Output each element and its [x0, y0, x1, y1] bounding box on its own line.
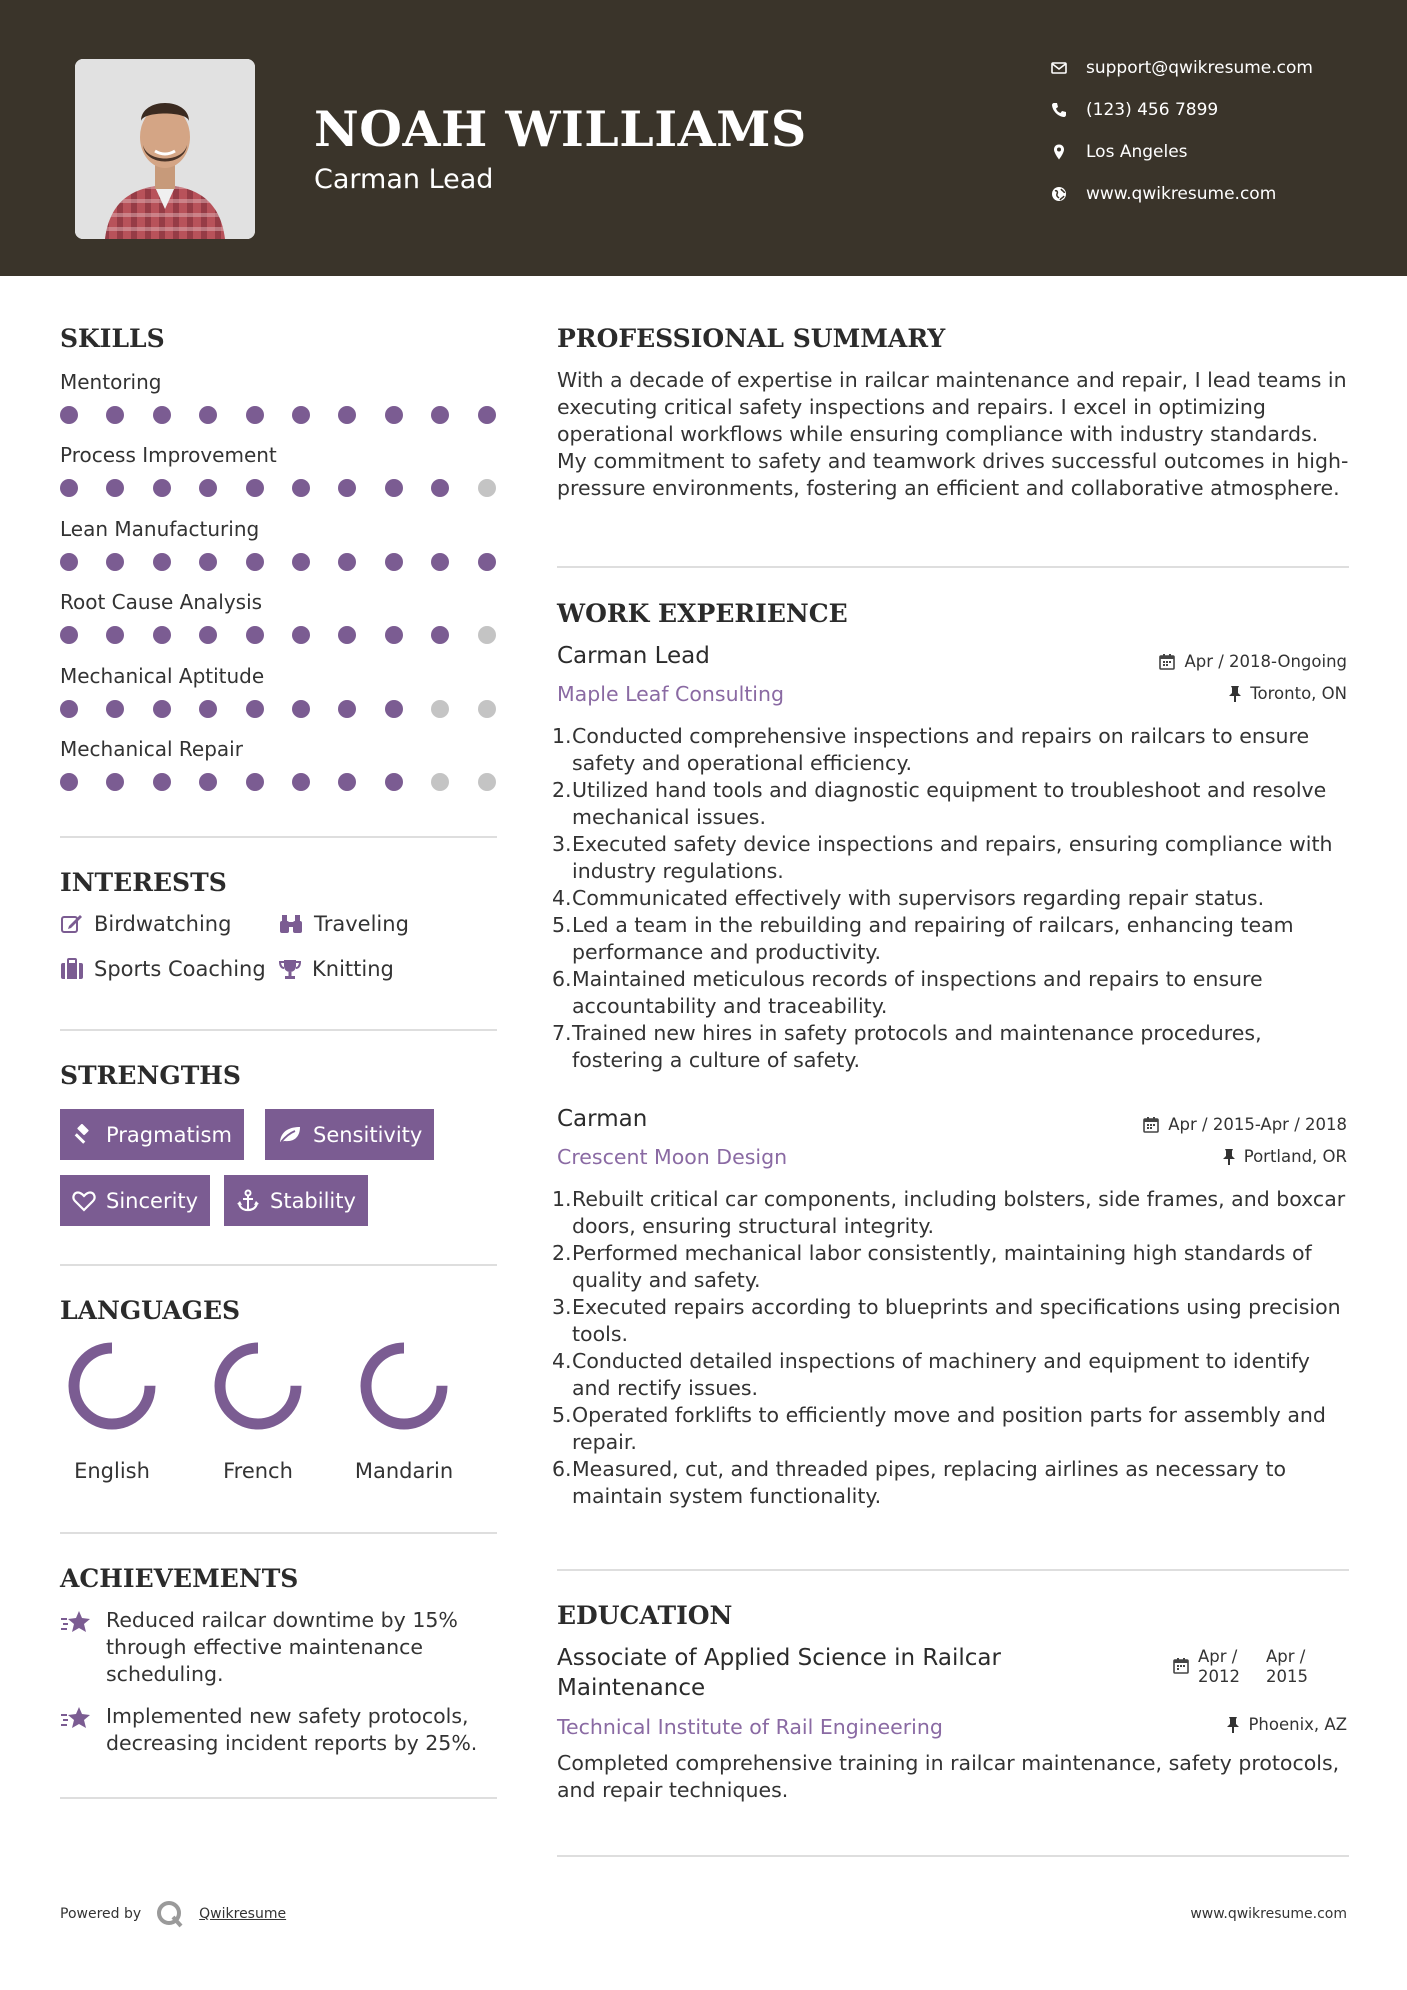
job-location	[1222, 1147, 1347, 1166]
rating-dot-filled	[153, 406, 171, 424]
bullet-number: 2.	[552, 1241, 572, 1265]
job-bullet-item	[552, 831, 1352, 885]
skill-label: Mechanical Aptitude	[60, 663, 265, 688]
job-bullet-item	[552, 1240, 1352, 1294]
contact-website-text: www.qwikresume.com	[1086, 184, 1277, 204]
education-start-year: 2012	[1198, 1667, 1240, 1686]
job-bullet-item	[552, 1402, 1352, 1456]
globe-icon	[1050, 185, 1068, 203]
star-icon	[60, 1609, 92, 1635]
job-dates-text: Apr / 2018-Ongoing	[1184, 652, 1347, 671]
achievement-item	[60, 1607, 500, 1688]
rating-dot-filled	[153, 700, 171, 718]
job-dates	[1142, 1115, 1347, 1134]
bullet-text: Trained new hires in safety protocols and maintenance procedures, fostering a culture of safety.	[572, 1021, 1262, 1072]
binoculars-icon	[278, 913, 304, 935]
footer-powered-by	[60, 1899, 286, 1929]
job-location-text: Portland, OR	[1243, 1147, 1347, 1166]
interest-label: Birdwatching	[94, 912, 232, 936]
rating-dot-filled	[106, 700, 124, 718]
interest-item	[278, 912, 409, 936]
rating-dot-filled	[106, 626, 124, 644]
company-name: Maple Leaf Consulting	[557, 682, 785, 706]
trophy-icon	[278, 958, 302, 980]
education-location	[1226, 1715, 1347, 1734]
rating-dot-filled	[246, 700, 264, 718]
job-bullet-item	[552, 723, 1352, 777]
footer-website[interactable]: www.qwikresume.com	[1190, 1906, 1347, 1922]
job-bullet-item	[552, 1294, 1352, 1348]
rating-dot-filled	[153, 773, 171, 791]
job-location	[1228, 684, 1347, 703]
skill-rating	[60, 773, 500, 791]
rating-dot-filled	[385, 626, 403, 644]
contact-location	[1050, 142, 1188, 162]
rating-dot-filled	[431, 553, 449, 571]
language-level-arc	[220, 1348, 296, 1424]
strength-tag	[224, 1175, 368, 1226]
divider	[557, 1569, 1349, 1571]
rating-dot-filled	[385, 700, 403, 718]
experience-heading: WORK EXPERIENCE	[557, 599, 848, 628]
rating-dot-filled	[60, 553, 78, 571]
divider	[557, 566, 1349, 568]
bullet-text: Rebuilt critical car components, including bolsters, side frames, and boxcar doors, ensuring structural integrity.	[572, 1187, 1346, 1238]
qwikresume-link[interactable]: Qwikresume	[199, 1906, 287, 1922]
contact-email[interactable]	[1050, 58, 1313, 78]
education-end-year: 2015	[1266, 1667, 1308, 1686]
rating-dot-filled	[153, 479, 171, 497]
skill-rating	[60, 700, 500, 718]
language-label: English	[74, 1459, 150, 1483]
contact-email-text: support@qwikresume.com	[1086, 58, 1313, 78]
language-label: French	[223, 1459, 293, 1483]
rating-dot-filled	[246, 773, 264, 791]
calendar-icon	[1142, 1116, 1160, 1134]
job-bullet-item	[552, 885, 1352, 912]
divider	[60, 836, 497, 838]
rating-dot-empty	[478, 773, 496, 791]
job-bullet-item	[552, 1020, 1352, 1074]
contact-website[interactable]	[1050, 184, 1276, 204]
job-bullet-item	[552, 1186, 1352, 1240]
phone-icon	[1050, 101, 1068, 119]
bullet-text: Utilized hand tools and diagnostic equipment to troubleshoot and resolve mechanical issues.	[572, 778, 1327, 829]
education-start	[1198, 1647, 1258, 1687]
calendar-icon	[1172, 1657, 1190, 1675]
skill-label: Mentoring	[60, 370, 162, 394]
rating-dot-filled	[338, 406, 356, 424]
rating-dot-filled	[478, 406, 496, 424]
education-heading: EDUCATION	[557, 1601, 733, 1630]
interest-label: Traveling	[314, 912, 409, 936]
contact-phone-text: (123) 456 7899	[1086, 100, 1219, 120]
leaf-icon	[277, 1124, 303, 1146]
bullet-number: 5.	[552, 913, 572, 937]
rating-dot-filled	[199, 479, 217, 497]
bullet-number: 7.	[552, 1021, 572, 1045]
rating-dot-filled	[199, 406, 217, 424]
pushpin-icon	[1228, 685, 1242, 703]
job-dates	[1158, 652, 1347, 671]
rating-dot-filled	[199, 700, 217, 718]
job-bullet-item	[552, 1456, 1352, 1510]
calendar-icon	[1158, 653, 1176, 671]
skill-label: Lean Manufacturing	[60, 516, 260, 541]
rating-dot-filled	[199, 626, 217, 644]
education-end	[1266, 1647, 1308, 1687]
achievement-text: Reduced railcar downtime by 15% through effective maintenance scheduling.	[106, 1608, 458, 1686]
rating-dot-filled	[478, 553, 496, 571]
job-bullet-item	[552, 1348, 1352, 1402]
rating-dot-filled	[246, 479, 264, 497]
degree-title-line2: Maintenance	[557, 1675, 706, 1701]
strength-tag	[60, 1175, 210, 1226]
bullet-number: 5.	[552, 1403, 572, 1427]
rating-dot-filled	[338, 700, 356, 718]
bullet-number: 6.	[552, 1457, 572, 1481]
bullet-text: Executed repairs according to blueprints and specifications using precision tools.	[572, 1295, 1341, 1346]
interest-item	[60, 912, 231, 936]
rating-dot-filled	[153, 553, 171, 571]
rating-dot-empty	[478, 626, 496, 644]
education-start-month: Apr /	[1198, 1647, 1238, 1666]
rating-dot-filled	[385, 479, 403, 497]
rating-dot-filled	[106, 479, 124, 497]
job-location-text: Toronto, ON	[1250, 684, 1347, 703]
interest-label: Sports Coaching	[94, 957, 266, 981]
strength-label: Sincerity	[106, 1188, 199, 1213]
rating-dot-filled	[292, 406, 310, 424]
education-location-text: Phoenix, AZ	[1248, 1715, 1347, 1734]
rating-dot-filled	[431, 626, 449, 644]
language-level-ring	[50, 1342, 174, 1434]
summary-text: With a decade of expertise in railcar maintenance and repair, I lead teams in executing critical safety inspections and repairs. I excel in optimizing operational workflows while ensuring compliance with industry standards. My commitment to safety and teamwork drives successful outcomes in high-pressure environments, fostering an efficient and collaborative atmosphere.	[557, 368, 1349, 500]
contact-location-text: Los Angeles	[1086, 142, 1188, 162]
skill-rating	[60, 626, 500, 644]
language-label: Mandarin	[354, 1459, 454, 1483]
divider	[557, 1855, 1349, 1857]
bullet-text: Communicated effectively with supervisors regarding repair status.	[572, 886, 1265, 910]
rating-dot-filled	[292, 553, 310, 571]
rating-dot-empty	[431, 773, 449, 791]
rating-dot-filled	[292, 773, 310, 791]
bullet-number: 4.	[552, 886, 572, 910]
rating-dot-filled	[153, 626, 171, 644]
job-bullet-item	[552, 777, 1352, 831]
pushpin-icon	[1226, 1716, 1240, 1734]
summary-heading: PROFESSIONAL SUMMARY	[557, 324, 946, 353]
bullet-text: Executed safety device inspections and repairs, ensuring compliance with industry regulations.	[572, 832, 1333, 883]
job-bullet-item	[552, 912, 1352, 966]
divider	[60, 1797, 497, 1799]
rating-dot-filled	[60, 626, 78, 644]
achievement-text: Implemented new safety protocols, decreasing incident reports by 25%.	[106, 1704, 478, 1755]
rating-dot-filled	[60, 773, 78, 791]
rating-dot-filled	[338, 773, 356, 791]
language-level-arc	[366, 1348, 442, 1424]
resume-header	[0, 0, 1407, 276]
school-name: Technical Institute of Rail Engineering	[557, 1715, 943, 1739]
interest-label: Knitting	[312, 957, 394, 981]
rating-dot-empty	[431, 700, 449, 718]
degree-title-line1: Associate of Applied Science in Railcar	[557, 1645, 1001, 1671]
rating-dot-filled	[60, 479, 78, 497]
interest-item	[278, 957, 394, 981]
rating-dot-filled	[385, 406, 403, 424]
skill-rating	[60, 406, 500, 424]
rating-dot-filled	[106, 406, 124, 424]
bullet-text: Conducted comprehensive inspections and repairs on railcars to ensure safety and operational efficiency.	[572, 724, 1310, 775]
candidate-name: NOAH WILLIAMS	[314, 100, 807, 158]
rating-dot-filled	[60, 700, 78, 718]
bullet-number: 2.	[552, 778, 572, 802]
interest-item	[60, 957, 266, 981]
job-title: Carman Lead	[557, 643, 710, 669]
bullet-number: 4.	[552, 1349, 572, 1373]
education-description: Completed comprehensive training in railcar maintenance, safety protocols, and repair techniques.	[557, 1751, 1340, 1802]
bullet-number: 3.	[552, 832, 572, 856]
bullet-text: Performed mechanical labor consistently, maintaining high standards of quality and safety.	[572, 1241, 1312, 1292]
rating-dot-filled	[292, 626, 310, 644]
skill-label: Root Cause Analysis	[60, 590, 263, 615]
skill-rating	[60, 553, 500, 571]
rating-dot-filled	[199, 773, 217, 791]
job-bullets	[552, 1186, 1352, 1510]
rating-dot-filled	[431, 406, 449, 424]
bullet-text: Maintained meticulous records of inspections and repairs to ensure accountability and traceability.	[572, 967, 1263, 1018]
rating-dot-filled	[199, 553, 217, 571]
star-icon	[60, 1705, 92, 1731]
achievements-heading: ACHIEVEMENTS	[60, 1564, 299, 1593]
contact-phone[interactable]	[1050, 100, 1218, 120]
interests-heading: INTERESTS	[60, 868, 227, 897]
rating-dot-filled	[338, 553, 356, 571]
map-pin-icon	[1050, 143, 1068, 161]
rating-dot-filled	[292, 700, 310, 718]
rating-dot-filled	[292, 479, 310, 497]
strength-label: Stability	[270, 1188, 356, 1213]
rating-dot-filled	[385, 773, 403, 791]
candidate-title: Carman Lead	[314, 164, 494, 195]
language-level-ring	[342, 1342, 466, 1434]
rating-dot-filled	[338, 626, 356, 644]
rating-dot-empty	[478, 700, 496, 718]
achievement-item	[60, 1703, 500, 1757]
bullet-number: 1.	[552, 724, 572, 748]
envelope-icon	[1050, 59, 1068, 77]
education-end-month: Apr /	[1266, 1647, 1306, 1666]
skill-label: Process Improvement	[60, 443, 277, 468]
education-dates	[1172, 1647, 1308, 1687]
rating-dot-filled	[338, 479, 356, 497]
bullet-number: 3.	[552, 1295, 572, 1319]
rating-dot-empty	[478, 479, 496, 497]
rating-dot-filled	[431, 479, 449, 497]
bullet-number: 1.	[552, 1187, 572, 1211]
rating-dot-filled	[246, 553, 264, 571]
language-level-ring	[196, 1342, 320, 1434]
job-title: Carman	[557, 1106, 648, 1132]
rating-dot-filled	[106, 773, 124, 791]
divider	[60, 1532, 497, 1534]
language-level-arc	[74, 1348, 150, 1424]
anchor-icon	[236, 1189, 260, 1213]
skills-heading: SKILLS	[60, 324, 165, 353]
rating-dot-filled	[246, 406, 264, 424]
strength-label: Sensitivity	[313, 1122, 423, 1147]
job-bullets	[552, 723, 1352, 1074]
qwikresume-logo-icon	[155, 1899, 185, 1929]
divider	[60, 1264, 497, 1266]
languages-heading: LANGUAGES	[60, 1296, 241, 1325]
divider	[60, 1029, 497, 1031]
rating-dot-filled	[385, 553, 403, 571]
bullet-number: 6.	[552, 967, 572, 991]
strength-tag	[60, 1109, 244, 1160]
job-bullet-item	[552, 966, 1352, 1020]
bullet-text: Led a team in the rebuilding and repairing of railcars, enhancing team performance and productivity.	[572, 913, 1294, 964]
bullet-text: Operated forklifts to efficiently move and position parts for assembly and repair.	[572, 1403, 1326, 1454]
briefcase-icon	[60, 958, 84, 980]
rating-dot-filled	[106, 553, 124, 571]
job-dates-text: Apr / 2015-Apr / 2018	[1168, 1115, 1347, 1134]
skill-rating	[60, 479, 500, 497]
pushpin-icon	[1222, 1148, 1236, 1166]
skill-label: Mechanical Repair	[60, 737, 243, 761]
strengths-heading: STRENGTHS	[60, 1061, 241, 1090]
gavel-icon	[72, 1124, 96, 1146]
edit-icon	[60, 913, 84, 935]
profile-photo	[75, 59, 255, 239]
powered-by-text: Powered by	[60, 1906, 142, 1922]
rating-dot-filled	[246, 626, 264, 644]
bullet-text: Measured, cut, and threaded pipes, replacing airlines as necessary to maintain system functionality.	[572, 1457, 1287, 1508]
strength-label: Pragmatism	[106, 1122, 232, 1147]
strength-tag	[265, 1109, 434, 1160]
company-name: Crescent Moon Design	[557, 1145, 788, 1169]
bullet-text: Conducted detailed inspections of machinery and equipment to identify and rectify issues.	[572, 1349, 1310, 1400]
heart-icon	[72, 1190, 96, 1212]
rating-dot-filled	[60, 406, 78, 424]
